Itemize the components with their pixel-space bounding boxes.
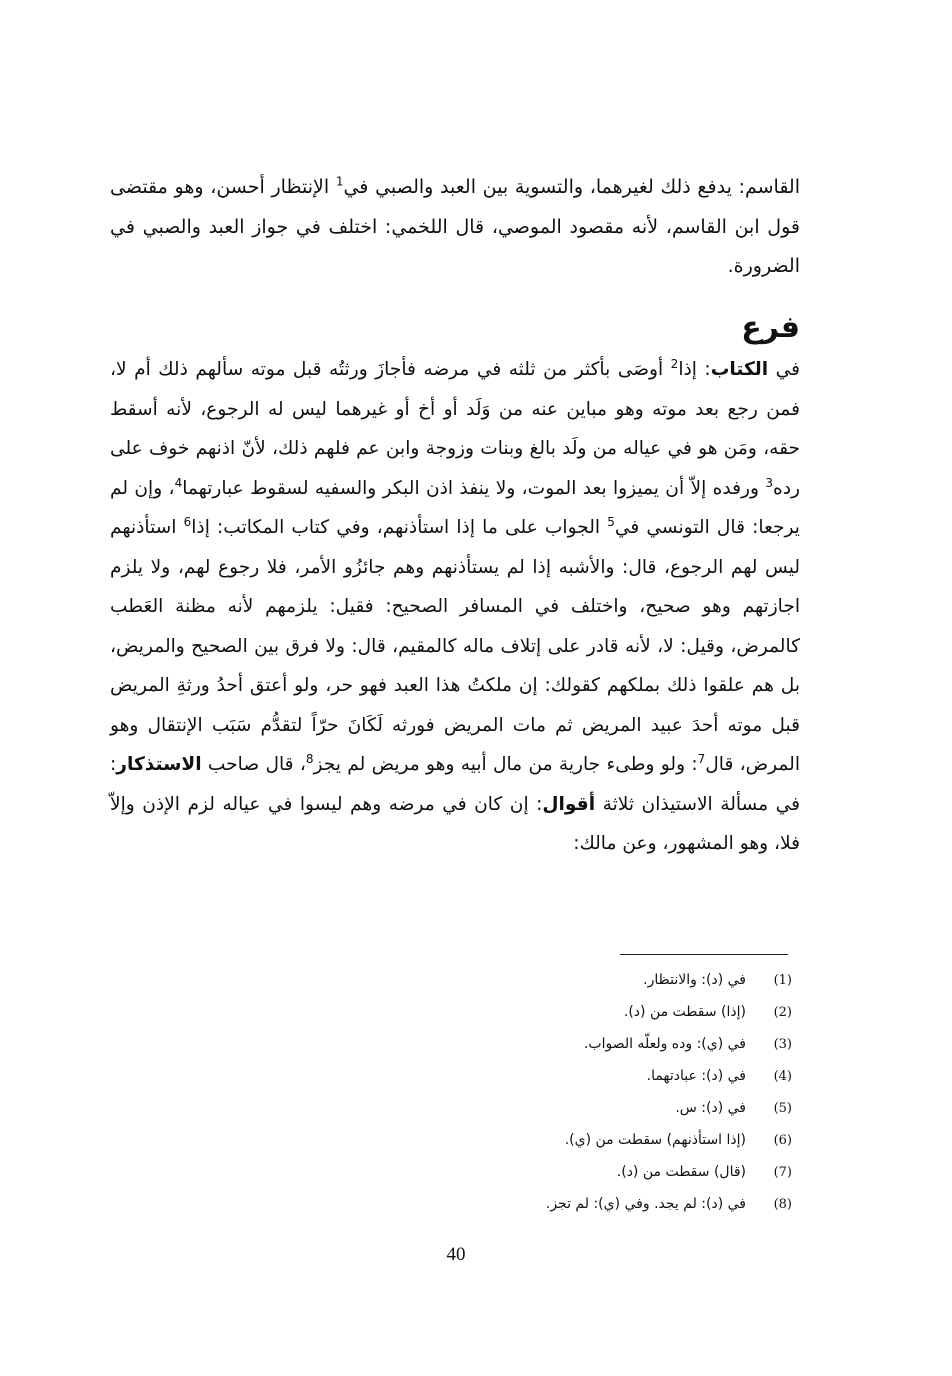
footnote-text: (إذا استأذنهم) سقطت من (ي). (564, 1132, 746, 1148)
footnote-number: (2) (773, 1005, 792, 1020)
footnote-ref-1[interactable]: 1 (335, 174, 344, 189)
text-segment: : إذا (678, 359, 711, 380)
footnote-text: في (ي): وده ولعلّه الصواب. (583, 1036, 746, 1052)
footnote-item (300, 1092, 792, 1124)
footnote-separator (620, 954, 788, 955)
text-segment: في (768, 359, 800, 380)
term-aqwal: أقوال (542, 793, 596, 815)
footnote-number: (5) (773, 1101, 792, 1116)
section-heading: فرع (741, 310, 800, 345)
footnote-text: (قال) سقطت من (د). (616, 1164, 746, 1180)
text-segment: ، وإن لم يرجعا: قال التونسي في (110, 477, 800, 538)
paragraph-opening (110, 168, 800, 287)
footnotes-list (300, 964, 792, 1220)
footnote-ref-2[interactable]: 2 (670, 356, 679, 371)
footnote-item (300, 1028, 792, 1060)
footnote-text: في (د): والانتظار. (643, 972, 746, 988)
footnote-number: (8) (773, 1197, 792, 1212)
text-segment: ، قال صاحب (201, 754, 306, 775)
footnote-ref-5[interactable]: 5 (607, 514, 615, 529)
page-number: 40 (446, 1244, 466, 1265)
footnote-text: في (د): س. (675, 1100, 746, 1116)
term-istidhkar: الاستذكار (116, 754, 202, 775)
paragraph-opening-part1: القاسم: يدفع ذلك لغيرهما، والتسوية بين العبد والصبي في (343, 176, 801, 198)
footnote-ref-4[interactable]: 4 (174, 475, 183, 490)
paragraph-opening-text (110, 168, 800, 287)
footnote-number: (4) (773, 1069, 792, 1084)
footnote-item (300, 964, 792, 996)
footnote-ref-6[interactable]: 6 (183, 514, 192, 529)
term-kitab: الكتاب (710, 359, 769, 380)
footnote-number: (6) (773, 1133, 792, 1148)
text-segment: : إن كان في مرضه وهم ليسوا في عياله لزم الإذن وإلاّ فلا، وهو المشهور، وعن مالك: (110, 793, 800, 854)
footnote-item (300, 1188, 792, 1220)
text-segment: أوصَى بأكثر من ثلثه في مرضه فأجازَ ورثتُه قبل موته سألهم ذلك أم لا، فمن رجع بعد موته وهو مباين عنه من وَلَد أو أخ أو غيرهما ليس له الرجوع، لأنه أسقط حقه، ومَن هو في عياله من ولَد بالغ وبنات وزوجة وابن عم فلهم ذلك، لأنّ اذنهم خوف على رده (110, 359, 800, 499)
footnote-number: (7) (773, 1165, 792, 1180)
footnote-item (300, 1156, 792, 1188)
footnote-ref-3[interactable]: 3 (765, 475, 773, 490)
footnote-number: (3) (773, 1037, 792, 1052)
footnote-item (300, 996, 792, 1028)
footnote-item (300, 1124, 792, 1156)
paragraph-main (110, 350, 800, 864)
text-segment: ورفده إلاّ أن يميزوا بعد الموت، ولا ينفذ اذن البكر والسفيه لسقوط عبارتهما (182, 477, 766, 499)
text-segment: استأذنهم ليس لهم الرجوع، قال: والأشبه إذا لم يستأذنهم وهم جائزُو الأمر، فلا رجوع لهم، ولا يلزم اجازتهم وهو صحيح، واختلف في المسافر الصحيح: فقيل: يلزمهم لأنه مظنة العَطب كالمرض، وقيل: لا، لأنه قادر على إتلاف ماله كالمقيم، قال: ولا فرق بين الصحيح والمريض، بل هم علقوا ذلك بملكهم كقولك: إن ملكتُ هذا العبد فهو حر، ولو أعتق أحدُ ورثةِ المريض قبل موته أحدَ عبيد المريض ثم مات المريض فورثه لَكَانَ حرّاً لتقدُّم سَبَب الإنتقال وهو المرض، قال (110, 517, 800, 775)
paragraph-opening-part2: الإنتظار أحسن، وهو مقتضى قول ابن القاسم، لأنه مقصود الموصي، قال اللخمي: اختلف في جواز العبد والصبي في الضرورة. (110, 176, 800, 277)
footnote-text: في (د): لم يجد. وفي (ي): لم تجز. (545, 1196, 746, 1212)
footnote-text: في (د): عبادتهما. (646, 1068, 746, 1084)
text-segment: الجواب على ما إذا استأذنهم، وفي كتاب المكاتب: إذا (191, 517, 608, 538)
paragraph-main-text (110, 350, 800, 864)
footnote-ref-8[interactable]: 8 (305, 751, 314, 766)
footnote-ref-7[interactable]: 7 (697, 751, 706, 766)
text-segment: : في مسألة الاستيذان ثلاثة (110, 754, 800, 815)
footnote-number: (1) (773, 973, 792, 988)
text-segment: : ولو وطىء جارية من مال أبيه وهو مريض لم يجز (313, 754, 698, 775)
footnote-text: (إذا) سقطت من (د). (623, 1004, 746, 1020)
footnote-item (300, 1060, 792, 1092)
